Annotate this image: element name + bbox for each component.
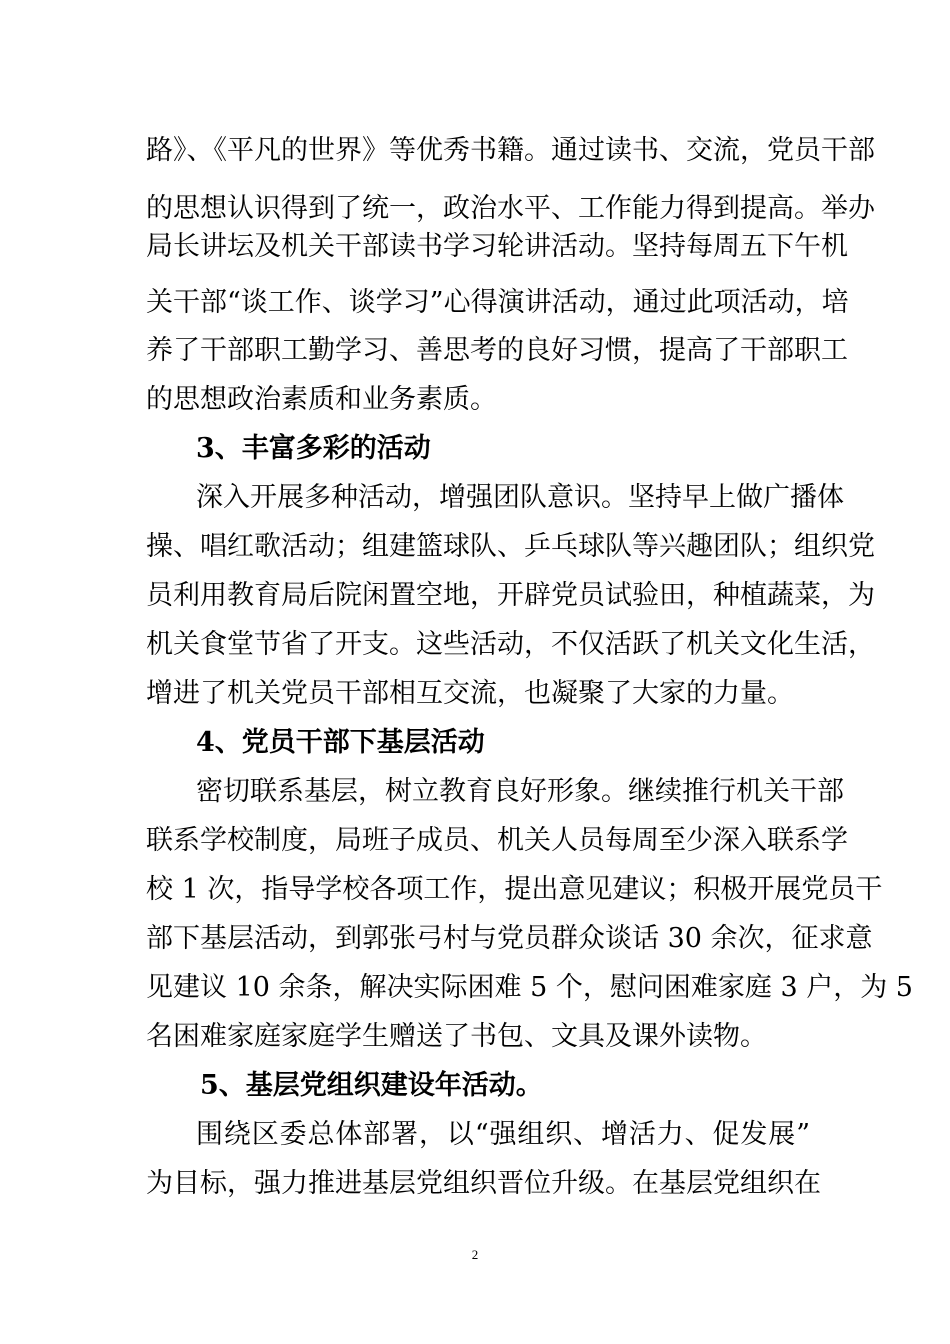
paragraph-line: 围绕区委总体部署，以“强组织、增活力、促发展” <box>196 1119 810 1150</box>
paragraph-line: 深入开展多种活动，增强团队意识。坚持早上做广播体 <box>196 482 844 513</box>
paragraph-line: 员利用教育局后院闲置空地，开辟党员试验田，种植蔬菜，为 <box>146 580 875 611</box>
paragraph-line: 密切联系基层，树立教育良好形象。继续推行机关干部 <box>196 776 844 807</box>
paragraph-line: 的思想政治素质和业务素质。 <box>146 384 497 415</box>
paragraph-line: 操、唱红歌活动；组建篮球队、乒乓球队等兴趣团队；组织党 <box>146 531 875 562</box>
paragraph-line: 联系学校制度，局班子成员、机关人员每周至少深入联系学 <box>146 825 848 856</box>
paragraph-line: 机关食堂节省了开支。这些活动，不仅活跃了机关文化生活， <box>146 629 875 660</box>
paragraph-line: 的思想认识得到了统一，政治水平、工作能力得到提高。举办 <box>146 193 875 224</box>
paragraph-line: 增进了机关党员干部相互交流，也凝聚了大家的力量。 <box>146 678 794 709</box>
section-heading-4: 4、党员干部下基层活动 <box>196 727 485 758</box>
section-heading-5: 5、基层党组织建设年活动。 <box>200 1070 543 1101</box>
paragraph-line: 养了干部职工勤学习、善思考的良好习惯，提高了干部职工 <box>146 335 848 366</box>
paragraph-line: 名困难家庭家庭学生赠送了书包、文具及课外读物。 <box>146 1021 767 1052</box>
paragraph-line: 局长讲坛及机关干部读书学习轮讲活动。坚持每周五下午机 <box>146 231 848 262</box>
paragraph-line: 部下基层活动，到郭张弓村与党员群众谈话 30 余次，征求意 <box>146 923 873 954</box>
paragraph-line: 校 1 次，指导学校各项工作，提出意见建议；积极开展党员干 <box>146 874 883 905</box>
paragraph-line: 为目标，强力推进基层党组织晋位升级。在基层党组织在 <box>146 1168 821 1199</box>
section-heading-3: 3、丰富多彩的活动 <box>196 433 431 464</box>
page-number: 2 <box>471 1247 479 1262</box>
paragraph-line: 见建议 10 余条，解决实际困难 5 个，慰问困难家庭 3 户，为 5 <box>146 972 913 1003</box>
paragraph-line: 关干部“谈工作、谈学习”心得演讲活动，通过此项活动，培 <box>146 287 849 318</box>
paragraph-line: 路》、《平凡的世界》等优秀书籍。通过读书、交流，党员干部 <box>146 135 875 166</box>
